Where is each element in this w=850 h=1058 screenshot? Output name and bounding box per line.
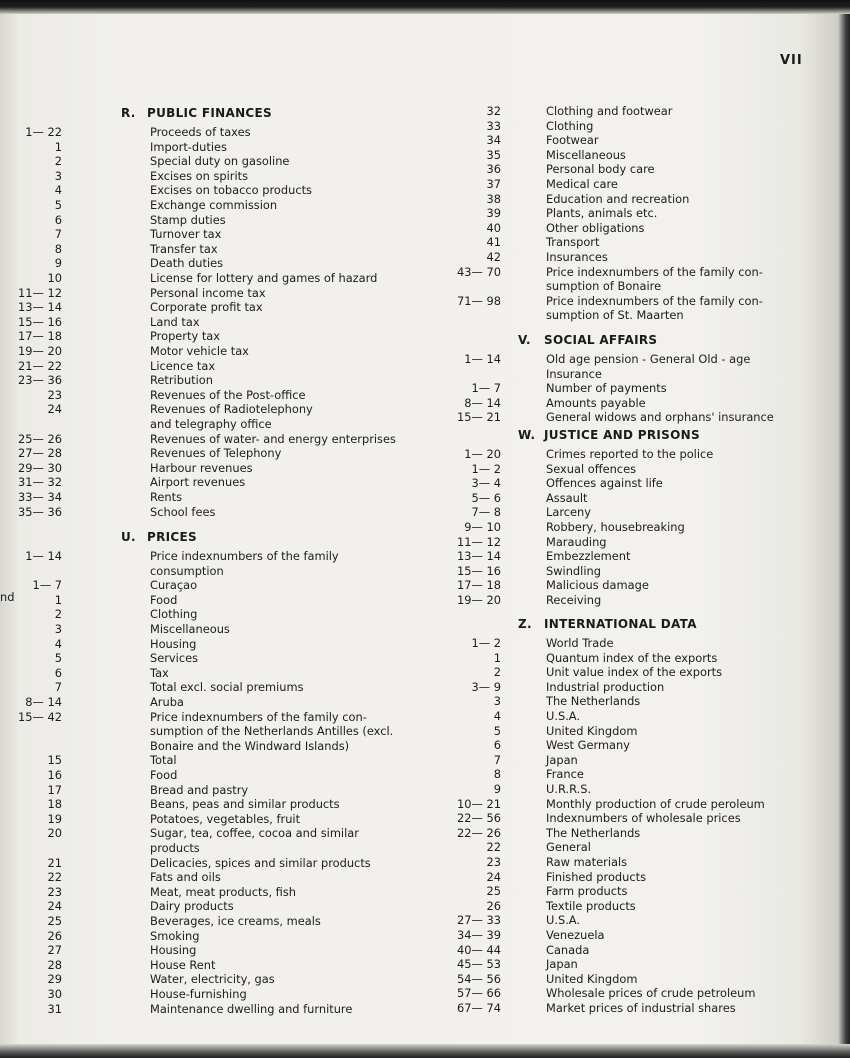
entry-title: School fees <box>150 504 216 519</box>
entry-title: Water, electricity, gas <box>150 972 275 987</box>
entry-title: Housing <box>150 943 197 958</box>
entry-title: Total <box>150 753 177 768</box>
section-letter: Z. <box>518 617 532 631</box>
section-heading <box>518 333 657 347</box>
section-title: JUSTICE AND PRISONS <box>544 428 700 442</box>
entry-title: Embezzlement <box>546 549 631 564</box>
table-number: 15— 42 <box>18 709 62 724</box>
table-number: 20 <box>47 826 62 841</box>
table-number: 27— 28 <box>18 446 62 461</box>
entry-title: Clothing <box>150 607 198 622</box>
table-number: 30 <box>47 987 62 1001</box>
entry-title: General widows and orphans' insurance <box>546 410 774 425</box>
entry-title: Motor vehicle tax <box>150 344 249 358</box>
entry-title: France <box>546 767 584 782</box>
table-number: 28 <box>47 957 62 972</box>
entry-title: World Trade <box>546 636 614 650</box>
section-heading <box>121 106 272 120</box>
entry-title: Larceny <box>546 505 591 520</box>
entry-title: Fats and oils <box>150 870 221 885</box>
table-number: 5 <box>54 651 62 666</box>
entry-title: Japan <box>546 752 578 767</box>
entry-title: Market prices of industrial shares <box>546 1001 736 1015</box>
table-number: 25 <box>47 914 62 928</box>
entry-title: Import-duties <box>150 139 227 154</box>
table-number: 15 <box>47 753 62 768</box>
entry-title: Sexual offences <box>546 461 637 476</box>
entry-title: Excises on spirits <box>150 168 249 183</box>
table-number: 54— 56 <box>457 971 501 986</box>
table-number: 23 <box>47 884 62 899</box>
entry-title: Footwear <box>546 133 599 148</box>
entry-title: General <box>546 840 591 855</box>
table-number: 6 <box>493 738 501 753</box>
entry-title: Robbery, housebreaking <box>546 520 685 534</box>
entry-title: Insurance <box>546 366 602 381</box>
table-number: 7 <box>54 680 62 695</box>
entry-title: Licence tax <box>150 358 216 373</box>
section-heading <box>121 530 197 544</box>
entry-title: Delicacies, spices and similar products <box>150 855 371 870</box>
entry-title: Malicious damage <box>546 578 649 593</box>
entry-title: Medical care <box>546 177 618 191</box>
table-number: 8 <box>54 241 62 256</box>
entry-title: Beans, peas and similar products <box>150 797 340 812</box>
entry-title: United Kingdom <box>546 971 638 986</box>
entry-title: Aruba <box>150 695 184 709</box>
entry-title: Airport revenues <box>150 475 246 490</box>
table-number: 10 <box>47 271 62 285</box>
table-number: 19— 20 <box>457 593 501 607</box>
section-title: INTERNATIONAL DATA <box>544 617 697 631</box>
entry-title: Venezuela <box>546 928 605 942</box>
page-number: VII <box>780 53 803 68</box>
entry-title: Price indexnumbers of the family <box>150 549 339 563</box>
table-number: 17— 18 <box>457 578 501 593</box>
table-number: 35— 36 <box>18 504 62 519</box>
table-number: 24 <box>47 402 62 417</box>
table-number: 1— 7 <box>471 381 501 396</box>
entry-title: Bonaire and the Windward Islands) <box>150 738 350 753</box>
entry-title: Clothing and footwear <box>546 104 673 118</box>
entry-title: Harbour revenues <box>150 460 253 475</box>
table-number: 23 <box>486 855 501 869</box>
table-number: 15— 16 <box>18 314 62 329</box>
table-number: 5 <box>493 723 501 738</box>
entry-title: Quantum index of the exports <box>546 650 718 665</box>
table-number: 17 <box>47 782 62 797</box>
table-number: 23— 36 <box>18 373 62 388</box>
entry-title: Rents <box>150 490 183 504</box>
entry-title: Monthly production of crude peroleum <box>546 796 765 811</box>
table-number: 26 <box>47 928 62 943</box>
table-number: 40— 44 <box>457 942 501 957</box>
entry-title: Receiving <box>546 593 602 607</box>
entry-title: Clothing <box>546 118 594 133</box>
table-number: 1— 20 <box>464 447 501 461</box>
table-number: 2 <box>54 607 62 622</box>
entry-title: Excises on tobacco products <box>150 183 312 198</box>
margin-fragment: nd <box>0 590 15 604</box>
table-number: 15— 21 <box>457 410 501 425</box>
entry-title: Transport <box>546 235 600 250</box>
table-number: 3— 4 <box>471 476 501 491</box>
entry-title: The Netherlands <box>546 694 641 709</box>
table-number: 18 <box>47 797 62 812</box>
entry-title: The Netherlands <box>546 825 641 840</box>
table-number: 29— 30 <box>18 460 62 475</box>
entry-title: Price indexnumbers of the family con- <box>150 709 367 724</box>
entry-title: Crimes reported to the police <box>546 447 714 461</box>
entry-title: Price indexnumbers of the family con- <box>546 293 763 308</box>
table-number: 33— 34 <box>18 490 62 504</box>
table-number: 22— 26 <box>457 825 501 840</box>
section-letter: U. <box>121 530 136 544</box>
table-number: 2 <box>54 154 62 169</box>
table-number: 7— 8 <box>471 505 501 520</box>
entry-title: Unit value index of the exports <box>546 665 723 680</box>
entry-title: Beverages, ice creams, meals <box>150 914 321 928</box>
table-number: 43— 70 <box>457 264 501 279</box>
table-number: 24 <box>486 869 501 884</box>
table-number: 16 <box>47 768 62 782</box>
entry-title: Finished products <box>546 869 647 884</box>
table-number: 1 <box>54 592 62 607</box>
entry-title: Other obligations <box>546 220 645 235</box>
entry-title: Indexnumbers of wholesale prices <box>546 811 741 826</box>
table-number: 32 <box>486 104 501 118</box>
table-number: 29 <box>47 972 62 987</box>
entry-title: sumption of the Netherlands Antilles (excl. <box>150 724 394 739</box>
table-number: 33 <box>486 118 501 133</box>
entry-title: Raw materials <box>546 855 628 869</box>
table-number: 35 <box>486 147 501 162</box>
entry-title: products <box>150 841 200 855</box>
entry-title: Education and recreation <box>546 191 690 206</box>
table-number: 57— 66 <box>457 986 501 1001</box>
entry-title: Total excl. social premiums <box>150 680 304 695</box>
entry-title: Retribution <box>150 373 213 388</box>
table-number: 6 <box>54 212 62 227</box>
entry-title: Land tax <box>150 314 200 329</box>
entry-title: Plants, animals etc. <box>546 206 658 221</box>
entry-title: Potatoes, vegetables, fruit <box>150 811 301 826</box>
table-number: 4 <box>54 636 62 651</box>
table-number: 13— 14 <box>457 549 501 564</box>
section-heading <box>518 428 700 442</box>
entry-title: Price indexnumbers of the family con- <box>546 264 763 279</box>
entry-title: Marauding <box>546 534 607 549</box>
table-number: 71— 98 <box>457 293 501 308</box>
entry-title: Exchange commission <box>150 198 278 212</box>
table-number: 11— 12 <box>18 285 62 300</box>
entry-title: sumption of Bonaire <box>546 279 662 294</box>
entry-title: Amounts payable <box>546 395 646 410</box>
entry-title: Canada <box>546 942 590 957</box>
table-number: 1— 14 <box>464 352 501 366</box>
table-number: 8 <box>493 767 501 782</box>
table-number: 8— 14 <box>464 395 501 410</box>
entry-title: Assault <box>546 490 588 505</box>
entry-title: West Germany <box>546 738 630 753</box>
table-number: 22 <box>47 870 62 885</box>
table-number: 42 <box>486 250 501 264</box>
entry-title: Revenues of Telephony <box>150 446 282 461</box>
table-number: 4 <box>493 709 501 723</box>
entry-title: Offences against life <box>546 476 663 491</box>
entry-title: Property tax <box>150 329 221 344</box>
table-number: 31 <box>47 1001 62 1016</box>
table-number: 27 <box>47 943 62 958</box>
entry-title: Number of payments <box>546 381 667 396</box>
table-number: 13— 14 <box>18 300 62 315</box>
table-number: 3 <box>54 168 62 183</box>
entry-title: Sugar, tea, coffee, cocoa and similar <box>150 826 359 841</box>
table-number: 9 <box>493 782 501 796</box>
table-number: 45— 53 <box>457 957 501 972</box>
table-number: 21— 22 <box>18 358 62 373</box>
table-number: 10— 21 <box>457 796 501 811</box>
table-number: 40 <box>486 220 501 235</box>
entry-title: Textile products <box>546 898 636 913</box>
table-number: 1 <box>493 650 501 665</box>
table-number: 19 <box>47 811 62 826</box>
table-number: 24 <box>47 899 62 914</box>
table-number: 36 <box>486 162 501 177</box>
table-number: 2 <box>493 665 501 680</box>
table-number: 5 <box>54 198 62 212</box>
entry-title: Proceeds of taxes <box>150 125 251 139</box>
entry-title: Revenues of Radiotelephony <box>150 402 313 417</box>
table-number: 1— 22 <box>25 125 62 139</box>
table-number: 25— 26 <box>18 431 62 446</box>
table-number: 27— 33 <box>457 913 501 928</box>
entry-title: Swindling <box>546 563 601 578</box>
entry-title: Dairy products <box>150 899 234 914</box>
table-number: 5— 6 <box>471 490 501 505</box>
table-number: 11— 12 <box>457 534 501 549</box>
entry-title: Services <box>150 651 199 666</box>
section-heading <box>518 617 697 631</box>
entry-title: House-furnishing <box>150 987 247 1001</box>
entry-title: Corporate profit tax <box>150 300 263 315</box>
entry-title: U.S.A. <box>546 913 581 928</box>
table-number: 39 <box>486 206 501 221</box>
table-number: 38 <box>486 191 501 206</box>
table-number: 21 <box>47 855 62 870</box>
table-number: 19— 20 <box>18 344 62 358</box>
table-number: 41 <box>486 235 501 250</box>
table-number: 9— 10 <box>464 520 501 534</box>
entry-title: Miscellaneous <box>546 147 626 162</box>
section-title: SOCIAL AFFAIRS <box>544 333 658 347</box>
table-number: 3 <box>54 622 62 636</box>
entry-title: consumption <box>150 563 224 578</box>
entry-title: License for lottery and games of hazard <box>150 271 378 285</box>
table-number: 7 <box>54 227 62 242</box>
table-number: 3 <box>493 694 501 709</box>
table-number: 3— 9 <box>471 679 501 694</box>
section-title: PRICES <box>147 530 197 544</box>
table-number: 6 <box>54 665 62 680</box>
entry-title: Special duty on gasoline <box>150 154 290 169</box>
section-letter: W. <box>518 428 536 442</box>
table-number: 22— 56 <box>457 811 501 826</box>
table-number: 31— 32 <box>18 475 62 490</box>
entry-title: Food <box>150 592 178 607</box>
entry-title: Death duties <box>150 256 224 271</box>
section-title: PUBLIC FINANCES <box>147 106 272 120</box>
entry-title: Turnover tax <box>150 227 222 242</box>
entry-title: Miscellaneous <box>150 622 230 636</box>
entry-title: United Kingdom <box>546 723 638 738</box>
section-letter: R. <box>121 106 136 120</box>
entry-title: Tax <box>150 665 169 680</box>
entry-title: House Rent <box>150 957 216 972</box>
entry-title: Stamp duties <box>150 212 226 227</box>
table-number: 1— 2 <box>471 636 501 650</box>
entry-title: Transfer tax <box>150 241 218 256</box>
entry-title: Food <box>150 768 178 782</box>
table-number: 25 <box>486 884 501 899</box>
table-number: 4 <box>54 183 62 198</box>
table-number: 1— 2 <box>471 461 501 476</box>
table-number: 8— 14 <box>25 695 62 709</box>
entry-title: Meat, meat products, fish <box>150 884 297 899</box>
table-number: 26 <box>486 898 501 913</box>
entry-title: Insurances <box>546 250 608 264</box>
table-number: 1— 7 <box>32 578 62 593</box>
table-number: 1— 14 <box>25 549 62 563</box>
section-letter: V. <box>518 333 531 347</box>
entry-title: Wholesale prices of crude petroleum <box>546 986 756 1001</box>
entry-title: Maintenance dwelling and furniture <box>150 1001 353 1016</box>
table-number: 34— 39 <box>457 928 501 942</box>
entry-title: Industrial production <box>546 679 665 694</box>
entry-title: sumption of St. Maarten <box>546 308 684 323</box>
table-number: 34 <box>486 133 501 148</box>
entry-title: Personal income tax <box>150 285 266 300</box>
table-number: 67— 74 <box>457 1001 501 1015</box>
table-number: 37 <box>486 177 501 191</box>
entry-title: Smoking <box>150 928 200 943</box>
entry-title: Curaçao <box>150 578 198 593</box>
entry-title: U.S.A. <box>546 709 581 723</box>
table-number: 17— 18 <box>18 329 62 344</box>
table-number: 15— 16 <box>457 563 501 578</box>
entry-title: Housing <box>150 636 197 651</box>
entry-title: U.R.R.S. <box>546 782 592 796</box>
table-number: 7 <box>493 752 501 767</box>
entry-title: Japan <box>546 957 578 972</box>
entry-title: and telegraphy office <box>150 417 272 431</box>
entry-title: Farm products <box>546 884 628 899</box>
entry-title: Bread and pastry <box>150 782 249 797</box>
entry-title: Personal body care <box>546 162 655 177</box>
table-number: 9 <box>54 256 62 271</box>
entry-title: Revenues of water- and energy enterprises <box>150 431 396 446</box>
table-number: 1 <box>54 139 62 154</box>
table-number: 23 <box>47 387 62 402</box>
table-number: 22 <box>486 840 501 855</box>
entry-title: Old age pension - General Old - age <box>546 352 751 366</box>
entry-title: Revenues of the Post-office <box>150 387 306 402</box>
